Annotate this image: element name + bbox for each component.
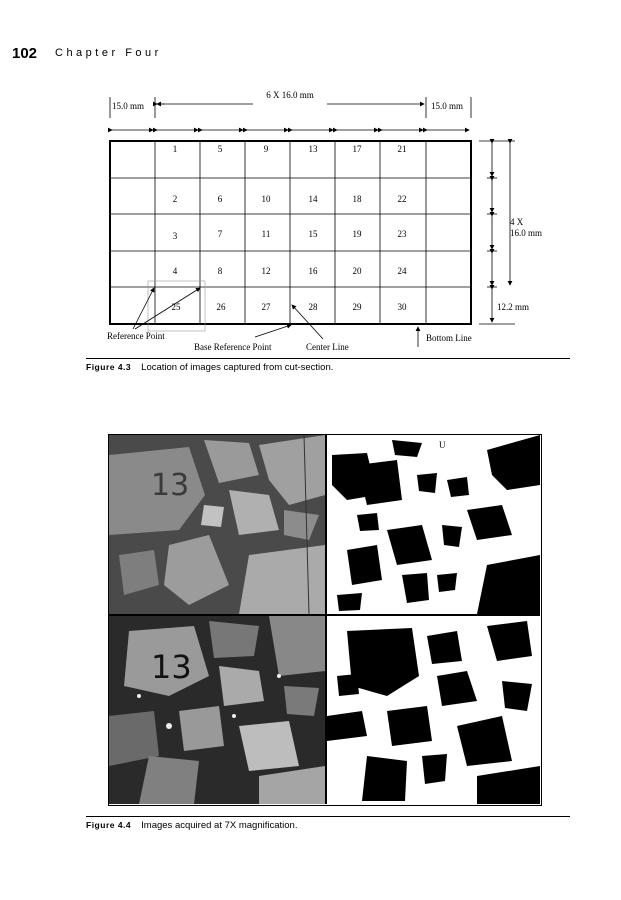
cell-number: 23 <box>397 229 407 239</box>
cell-number: 6 <box>217 194 223 204</box>
binary-image-bottom <box>327 616 540 804</box>
bottom-dimension-label: 12.2 mm <box>497 302 530 312</box>
sample-number-marking-bottom: 13 <box>151 648 192 686</box>
cell-number: 10 <box>261 194 271 204</box>
sample-number-marking: 13 <box>151 468 190 503</box>
cell-number: 24 <box>397 266 407 276</box>
cell-number: 19 <box>352 229 362 239</box>
cell-number: 18 <box>352 194 362 204</box>
top-dimension-line <box>110 97 471 118</box>
figure-4-4-caption <box>86 820 297 831</box>
cell-number: 22 <box>397 194 407 204</box>
vertical-divider <box>325 435 327 804</box>
base-reference-point-label: Base Reference Point <box>194 342 272 352</box>
figure-4-4-caption-text: Images acquired at 7X magnification. <box>141 820 298 831</box>
cell-number: 30 <box>397 302 407 312</box>
left-margin-label: 15.0 mm <box>112 101 145 111</box>
cell-number: 29 <box>352 302 362 312</box>
grayscale-micrograph-bottom <box>109 616 325 804</box>
cell-number: 8 <box>217 266 223 276</box>
cell-number: 13 <box>308 144 318 154</box>
cell-number: 21 <box>397 144 407 154</box>
chapter-title: Chapter Four <box>55 47 162 59</box>
center-line-label: Center Line <box>306 342 349 352</box>
cell-number: 4 <box>172 266 178 276</box>
cell-number: 25 <box>171 302 181 312</box>
binary-image-top <box>327 435 540 614</box>
right-margin-label: 15.0 mm <box>431 101 464 111</box>
cell-number: 26 <box>216 302 226 312</box>
cell-number: 14 <box>308 194 318 204</box>
callout-arrows <box>133 288 418 347</box>
cell-number: 5 <box>217 144 223 154</box>
reference-point-label: Reference Point <box>107 331 165 341</box>
cell-number: 3 <box>172 231 178 241</box>
figure-4-3-diagram <box>95 85 565 355</box>
figure-4-3-caption-label: Figure 4.3 <box>86 362 132 372</box>
figure-4-3-caption <box>86 362 333 373</box>
cell-number: 16 <box>308 266 318 276</box>
cell-number: 27 <box>261 302 271 312</box>
cell-number: 9 <box>263 144 269 154</box>
cell-number: 1 <box>172 144 178 154</box>
cell-number: 2 <box>172 194 178 204</box>
figure-4-4-rule <box>86 816 570 817</box>
cell-number: 11 <box>261 229 271 239</box>
cell-number: 12 <box>261 266 271 276</box>
cell-number: 17 <box>352 144 362 154</box>
cell-number: 20 <box>352 266 362 276</box>
bottom-line-label: Bottom Line <box>426 333 472 343</box>
right-dimension-label-1: 4 X <box>510 217 524 227</box>
cell-number: 7 <box>217 229 223 239</box>
cell-number: 28 <box>308 302 318 312</box>
top-dimension-label: 6 X 16.0 mm <box>266 90 314 100</box>
grayscale-micrograph-top <box>109 435 325 614</box>
image-location-grid <box>110 141 471 331</box>
right-dimension-label-2: 16.0 mm <box>510 228 543 238</box>
figure-4-3-caption-text: Location of images captured from cut-section. <box>141 362 334 373</box>
figure-4-4-caption-label: Figure 4.4 <box>86 820 132 830</box>
cell-number: 15 <box>308 229 318 239</box>
page-number: 102 <box>12 45 38 62</box>
figure-4-4-image-grid <box>108 434 542 806</box>
figure-4-3-rule <box>86 358 570 359</box>
horizontal-divider <box>109 614 540 616</box>
panel-marker-label: U <box>439 440 446 450</box>
